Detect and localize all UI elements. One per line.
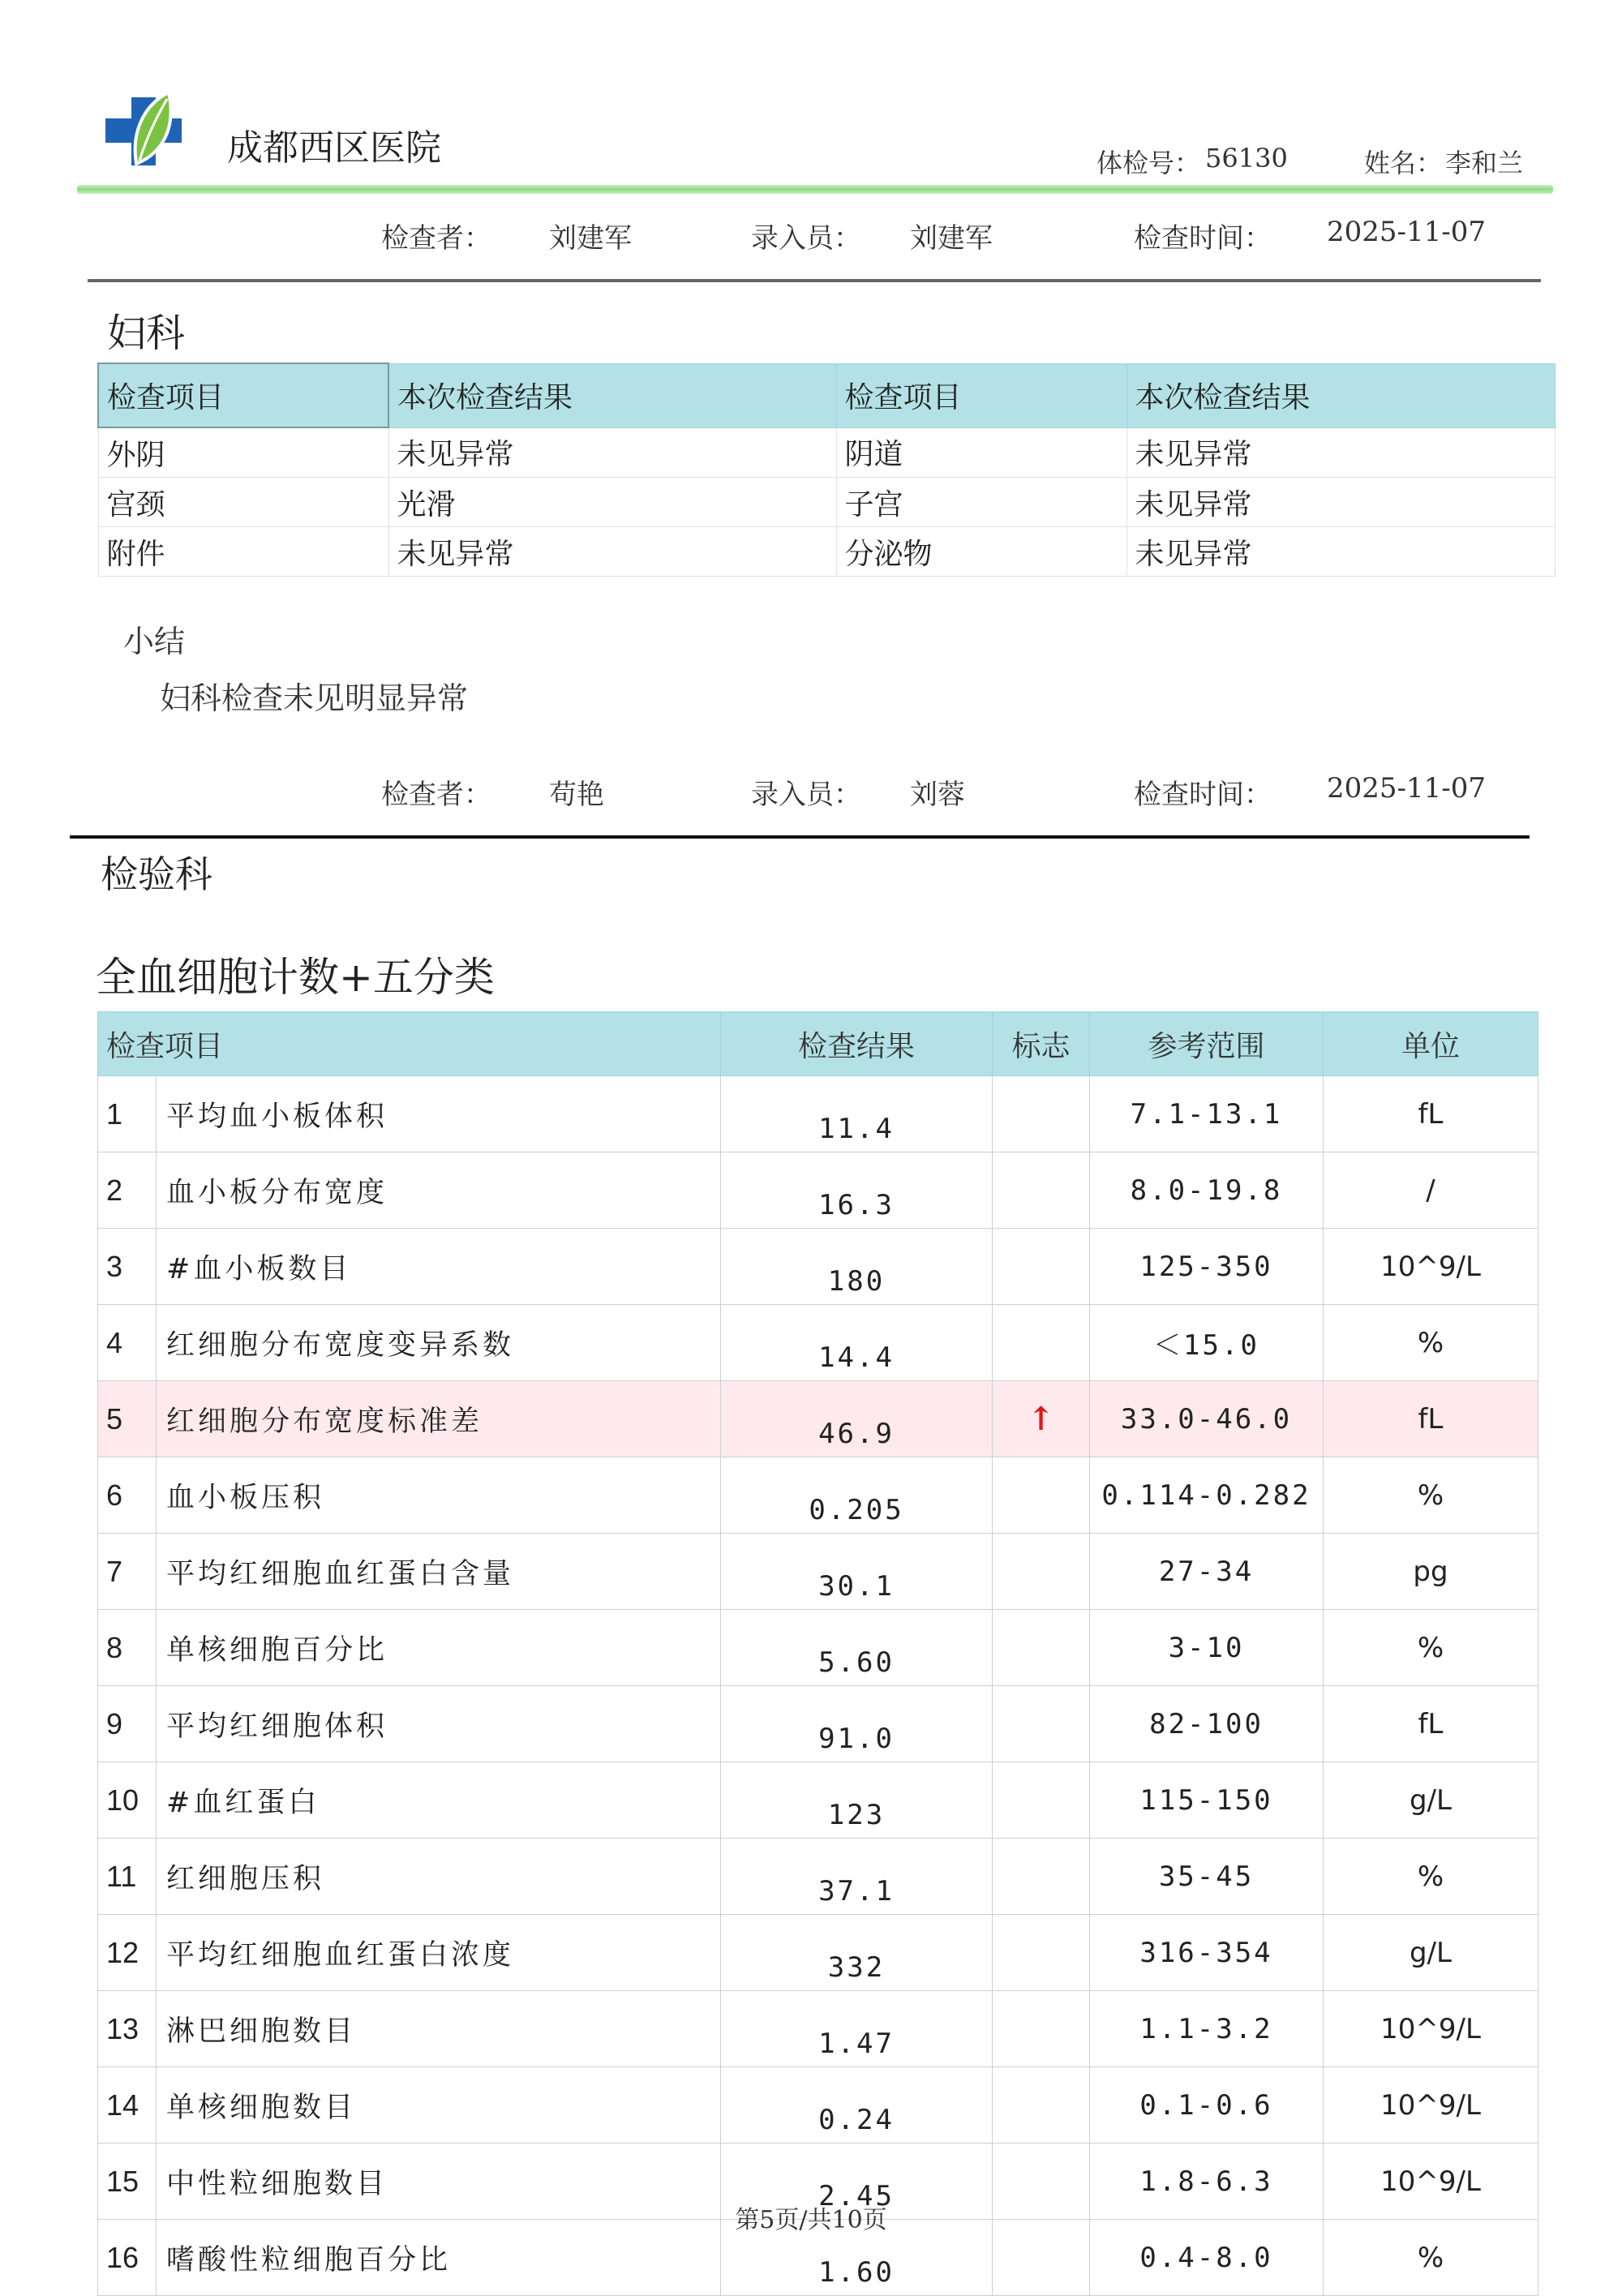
header-divider: [77, 185, 1553, 194]
result-value: 14.4: [721, 1305, 993, 1381]
flag-cell: [993, 1229, 1090, 1305]
entry-clerk-value: 刘建军: [910, 222, 993, 255]
examiner-value: 苟艳: [549, 779, 604, 811]
exam-time-label: 检查时间：: [1134, 222, 1272, 255]
table-row: [98, 1152, 1538, 1229]
header-cell: 本次检查结果: [388, 363, 836, 427]
item-name: 红细胞分布宽度变异系数: [157, 1305, 721, 1381]
result-value: 30.1: [721, 1534, 993, 1610]
reference-range: 0.4-8.0: [1090, 2220, 1324, 2296]
item-name: 红细胞压积: [157, 1839, 721, 1915]
reference-range: 27-34: [1090, 1534, 1324, 1610]
unit-cell: %: [1324, 1305, 1538, 1381]
reference-range: 125-350: [1090, 1229, 1324, 1305]
result-value: 11.4: [721, 1076, 993, 1152]
item-name: 血小板压积: [157, 1457, 721, 1534]
item-cell: 外阴: [98, 427, 388, 478]
flag-cell: [993, 1534, 1090, 1610]
unit-cell: pg: [1324, 1534, 1538, 1610]
item-name: 血小板分布宽度: [157, 1152, 721, 1229]
row-number: 13: [98, 1991, 157, 2067]
unit-cell: 10^9/L: [1324, 1991, 1538, 2067]
patient-name-label: 姓名：: [1364, 148, 1443, 178]
flag-cell: [993, 1457, 1090, 1534]
table-row: [98, 1915, 1538, 1991]
exam-time-value: 2025-11-07: [1327, 772, 1487, 805]
result-cell: 未见异常: [1126, 527, 1555, 577]
table-row: [98, 1229, 1538, 1305]
result-value: 0.24: [721, 2067, 993, 2144]
table-row: [98, 1305, 1538, 1381]
header-unit: 单位: [1324, 1012, 1538, 1076]
cbc-table: [97, 1011, 1538, 2296]
flag-cell: [993, 1610, 1090, 1686]
unit-cell: g/L: [1324, 1915, 1538, 1991]
reference-range: 1.1-3.2: [1090, 1991, 1324, 2067]
result-value: 5.60: [721, 1610, 993, 1686]
reference-range: 1.8-6.3: [1090, 2144, 1324, 2220]
table-row: [98, 478, 1555, 527]
table-header-row: [98, 1012, 1538, 1076]
section-title-lab: 检验科: [101, 852, 212, 896]
table-row: [98, 527, 1555, 577]
flag-cell: [993, 1839, 1090, 1915]
flag-cell: [993, 1991, 1090, 2067]
table-title-cbc: 全血细胞计数+五分类: [96, 954, 495, 1001]
unit-cell: %: [1324, 1610, 1538, 1686]
row-number: 6: [98, 1457, 157, 1534]
item-name: #血红蛋白: [157, 1762, 721, 1839]
examiner-label: 检查者：: [381, 779, 491, 811]
item-cell: 子宫: [836, 478, 1126, 527]
table-row: [98, 1457, 1538, 1534]
entry-clerk-value: 刘蓉: [910, 779, 965, 811]
row-number: 8: [98, 1610, 157, 1686]
table-row-abnormal: [98, 1381, 1538, 1457]
item-name: 淋巴细胞数目: [157, 1991, 721, 2067]
item-name: 单核细胞百分比: [157, 1610, 721, 1686]
result-value: 91.0: [721, 1686, 993, 1762]
result-value: 16.3: [721, 1152, 993, 1229]
unit-cell: fL: [1324, 1076, 1538, 1152]
row-number: 11: [98, 1839, 157, 1915]
table-row: [98, 1839, 1538, 1915]
table-row: [98, 1076, 1538, 1152]
result-value: 0.205: [721, 1457, 993, 1534]
result-cell: 光滑: [388, 478, 836, 527]
reference-range: 8.0-19.8: [1090, 1152, 1324, 1229]
item-name: 中性粒细胞数目: [157, 2144, 721, 2220]
table-row: [98, 1534, 1538, 1610]
unit-cell: %: [1324, 1839, 1538, 1915]
exam-time-label: 检查时间：: [1134, 779, 1272, 811]
page-number: 第5页/共10页: [735, 2206, 887, 2234]
item-name: 平均红细胞体积: [157, 1686, 721, 1762]
table-row: [98, 1686, 1538, 1762]
row-number: 10: [98, 1762, 157, 1839]
reference-range: ＜15.0: [1090, 1305, 1324, 1381]
reference-range: 33.0-46.0: [1090, 1381, 1324, 1457]
unit-cell: fL: [1324, 1381, 1538, 1457]
reference-range: 316-354: [1090, 1915, 1324, 1991]
unit-cell: fL: [1324, 1686, 1538, 1762]
table-row: [98, 1762, 1538, 1839]
item-cell: 分泌物: [836, 527, 1126, 577]
hospital-name: 成都西区医院: [227, 127, 441, 169]
row-number: 12: [98, 1915, 157, 1991]
result-value: 332: [721, 1915, 993, 1991]
examiner-label: 检查者：: [381, 222, 491, 255]
entry-clerk-label: 录入员：: [751, 779, 861, 811]
entry-clerk-label: 录入员：: [751, 222, 861, 255]
header-ref: 参考范围: [1090, 1012, 1324, 1076]
row-number: 4: [98, 1305, 157, 1381]
gynecology-table: [97, 363, 1555, 577]
unit-cell: %: [1324, 1457, 1538, 1534]
table-row: [98, 1610, 1538, 1686]
item-name: 单核细胞数目: [157, 2067, 721, 2144]
result-value: 123: [721, 1762, 993, 1839]
table-header-row: [98, 363, 1555, 427]
item-name: 平均红细胞血红蛋白浓度: [157, 1915, 721, 1991]
table-row: [98, 2067, 1538, 2144]
summary-text: 妇科检查未见明显异常: [160, 680, 469, 716]
result-value: 1.47: [721, 1991, 993, 2067]
flag-cell: [993, 1076, 1090, 1152]
result-value: 37.1: [721, 1839, 993, 1915]
item-name: 红细胞分布宽度标准差: [157, 1381, 721, 1457]
unit-cell: 10^9/L: [1324, 1229, 1538, 1305]
result-cell: 未见异常: [1126, 478, 1555, 527]
header-cell: 检查项目: [98, 363, 388, 427]
flag-cell: [993, 1762, 1090, 1839]
section-divider: [70, 835, 1530, 839]
reference-range: 3-10: [1090, 1610, 1324, 1686]
reference-range: 0.1-0.6: [1090, 2067, 1324, 2144]
reference-range: 0.114-0.282: [1090, 1457, 1324, 1534]
unit-cell: 10^9/L: [1324, 2144, 1538, 2220]
exam-number-label: 体检号：: [1096, 148, 1201, 178]
flag-cell: [993, 1686, 1090, 1762]
row-number: 3: [98, 1229, 157, 1305]
header-cell: 本次检查结果: [1126, 363, 1555, 427]
unit-cell: g/L: [1324, 1762, 1538, 1839]
item-name: 嗜酸性粒细胞百分比: [157, 2220, 721, 2296]
flag-cell: [993, 2067, 1090, 2144]
item-name: #血小板数目: [157, 1229, 721, 1305]
reference-range: 82-100: [1090, 1686, 1324, 1762]
unit-cell: %: [1324, 2220, 1538, 2296]
flag-up-arrow-icon: ↑: [993, 1381, 1090, 1457]
row-number: 9: [98, 1686, 157, 1762]
exam-number: 56130: [1205, 143, 1288, 174]
result-cell: 未见异常: [388, 527, 836, 577]
row-number: 2: [98, 1152, 157, 1229]
reference-range: 115-150: [1090, 1762, 1324, 1839]
item-name: 平均血小板体积: [157, 1076, 721, 1152]
table-row: [98, 427, 1555, 478]
header-cell: 检查项目: [836, 363, 1126, 427]
result-value: 180: [721, 1229, 993, 1305]
unit-cell: /: [1324, 1152, 1538, 1229]
header-flag: 标志: [993, 1012, 1090, 1076]
row-number: 1: [98, 1076, 157, 1152]
result-cell: 未见异常: [1126, 427, 1555, 478]
header-item: 检查项目: [98, 1012, 721, 1076]
result-value: 2.45: [721, 2144, 993, 2220]
item-cell: 附件: [98, 527, 388, 577]
row-number: 16: [98, 2220, 157, 2296]
section-title-gynecology: 妇科: [107, 311, 186, 356]
reference-range: 35-45: [1090, 1839, 1324, 1915]
summary-label: 小结: [123, 624, 186, 659]
unit-cell: 10^9/L: [1324, 2067, 1538, 2144]
row-number: 15: [98, 2144, 157, 2220]
flag-cell: [993, 1305, 1090, 1381]
row-number: 14: [98, 2067, 157, 2144]
hospital-logo-icon: [104, 91, 185, 172]
item-cell: 阴道: [836, 427, 1126, 478]
patient-name: 李和兰: [1445, 148, 1524, 178]
row-number: 7: [98, 1534, 157, 1610]
header-result: 检查结果: [721, 1012, 993, 1076]
result-value: 1.60: [721, 2220, 993, 2296]
flag-cell: [993, 1915, 1090, 1991]
item-cell: 宫颈: [98, 478, 388, 527]
section-divider: [88, 279, 1541, 282]
item-name: 平均红细胞血红蛋白含量: [157, 1534, 721, 1610]
table-row: [98, 1991, 1538, 2067]
exam-time-value: 2025-11-07: [1327, 216, 1487, 248]
flag-cell: [993, 1152, 1090, 1229]
reference-range: 7.1-13.1: [1090, 1076, 1324, 1152]
result-value: 46.9: [721, 1381, 993, 1457]
row-number: 5: [98, 1381, 157, 1457]
examiner-value: 刘建军: [549, 222, 632, 255]
result-cell: 未见异常: [388, 427, 836, 478]
